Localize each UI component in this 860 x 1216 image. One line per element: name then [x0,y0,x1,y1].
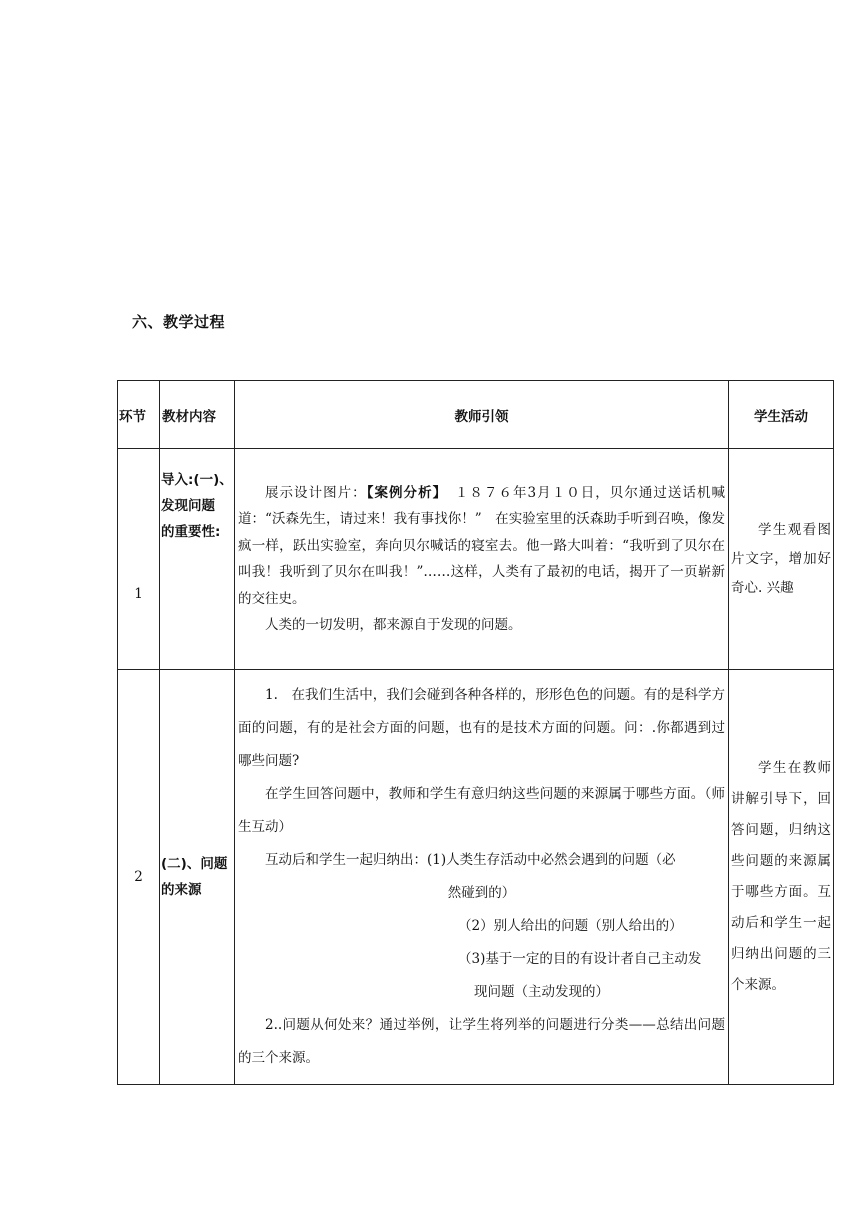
guide-paragraph: 2..问题从何处来？通过举例，让学生将列举的问题进行分类——总结出问题的三个来源。 [238,1017,725,1066]
guide-paragraph: 1. 在我们生活中，我们会碰到各种各样的，形形色色的问题。有的是科学方面的问题，有的是社会方面的问题，也有的是技术方面的问题。问：.你都遇到过哪些问题? [238,687,725,769]
teacher-guide-cell [235,670,729,1085]
table-row [118,670,834,1085]
header-teacher-guide: 教师引领 [235,381,729,449]
case-analysis-label: 【案例分析】 [366,484,441,501]
content-line: 的重要性: [161,524,221,540]
conclusion-paragraph: 人类的一切发明，都来源自于发现的问题。 [265,617,522,633]
table-row [118,449,834,670]
content-cell [160,670,235,1085]
guide-line: 现问题（主动发现的） [474,984,609,1000]
header-content: 教材内容 [160,381,235,449]
student-activity-cell: 学生在教师讲解引导下，回答问题，归纳这些问题的来源属于哪些方面。互动后和学生一起归纳出问题的三个来源。 [729,670,834,1085]
content-line: 导入:(一)、 [161,472,233,488]
stage-number: 1 [118,449,160,670]
guide-line: （3)基于一定的目的有设计者自己主动发 [458,951,702,967]
header-student-activity: 学生活动 [729,381,834,449]
case-paragraph: 展示设计图片：【案例分析】 １８７６年3月１０日，贝尔通过送话机喊道：“沃森先生，请过来！我有事找你！” 在实验室里的沃森助手听到召唤，像发疯一样，跃出实验室，奔向贝尔喊话的寝室去。他一路大叫着：“我听到了贝尔在叫我！我听到了贝尔在叫我！”……这样，人类有了最初的电话，揭开了一页崭新的交往史。 [238,484,726,607]
content-cell [160,449,235,670]
guide-paragraph: 互动后和学生一起归纳出：(1)人类生存活动中必然会遇到的问题（必 [265,852,676,868]
guide-line: （2）别人给出的问题（别人给出的） [458,918,683,934]
content-line: (二)、问题 [161,856,228,872]
content-line: 的来源 [161,882,202,898]
table-header-row [118,381,834,449]
teacher-guide-cell [235,449,729,670]
guide-paragraph: 在学生回答问题中，教师和学生有意归纳这些问题的来源属于哪些方面。（师生互动） [238,786,725,835]
content-line: 发现问题 [161,498,215,514]
section-title: 六、教学过程 [132,313,226,331]
stage-number: 2 [118,670,160,1085]
header-stage: 环节 [118,381,160,449]
student-activity-cell: 学生观看图片文字，增加好奇心. 兴趣 [729,449,834,670]
guide-line: 然碰到的） [447,885,516,901]
teaching-process-table [117,380,834,1085]
